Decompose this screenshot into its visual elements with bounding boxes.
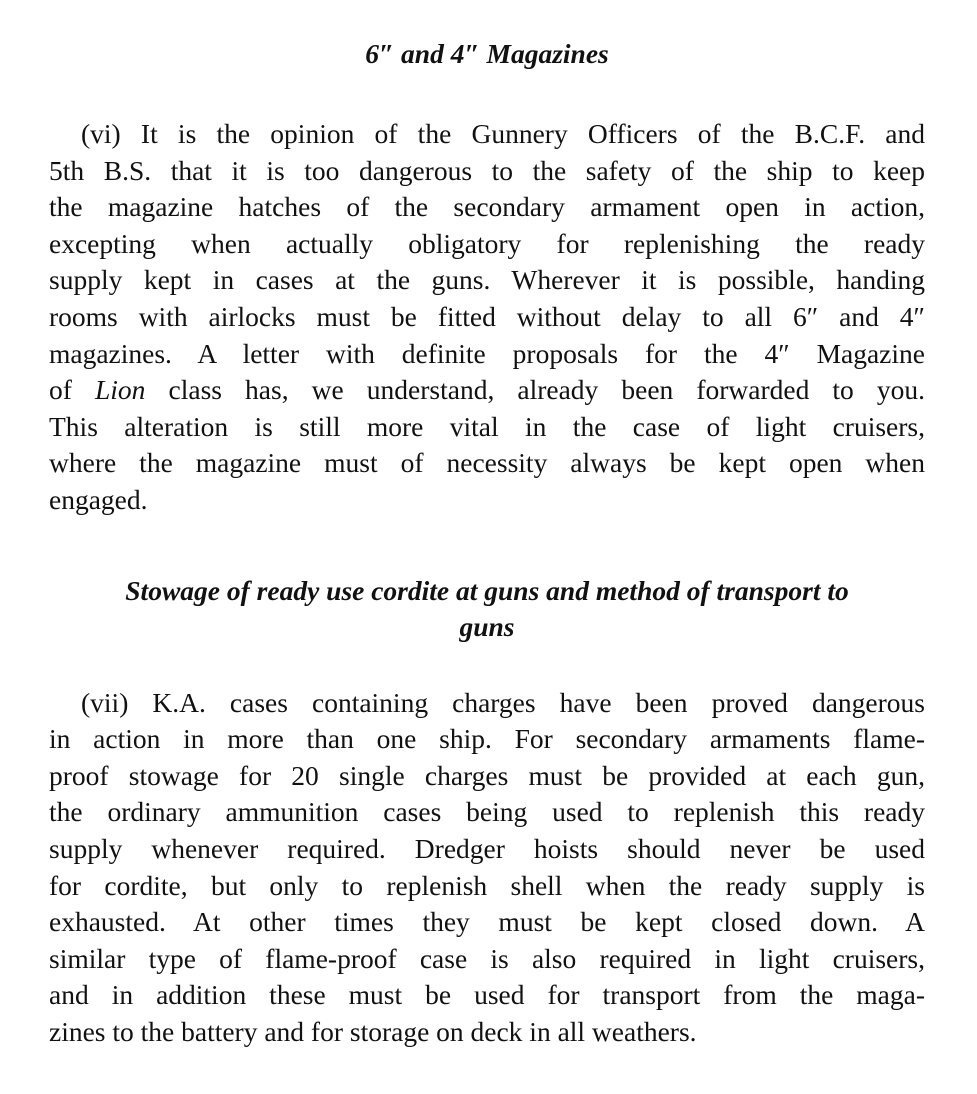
- paragraph-line: (vii) K.A. cases containing charges have been proved dangerous: [81, 686, 925, 718]
- paragraph-line: exhausted. At other times they must be kept closed down. A: [49, 906, 925, 938]
- paragraph-line: magazines. A letter with definite proposals for the 4″ Magazine: [49, 337, 925, 369]
- document-page: [49, 36, 925, 1050]
- paragraph-line: in action in more than one ship. For secondary armaments flame-: [49, 723, 925, 755]
- heading-line: guns: [459, 610, 515, 642]
- line-remainder: class has, we understand, already been forwarded to you.: [168, 374, 926, 406]
- paragraph-line: supply whenever required. Dredger hoists should never be used: [49, 832, 925, 864]
- paragraph-line: similar type of flame-proof case is also required in light cruisers,: [49, 942, 925, 974]
- paragraph-vii: [49, 685, 925, 1051]
- paragraph-line: engaged.: [49, 483, 148, 515]
- heading-line: Stowage of ready use cordite at guns and method of transport to: [125, 574, 849, 606]
- paragraph-vi: [49, 116, 925, 519]
- paragraph-line: for cordite, but only to replenish shell when the ready supply is: [49, 869, 925, 901]
- paragraph-line: and in addition these must be used for transport from the maga-: [49, 979, 925, 1011]
- paragraph-line: the magazine hatches of the secondary armament open in action,: [49, 191, 925, 223]
- paragraph-line: where the magazine must of necessity always be kept open when: [49, 447, 925, 479]
- section-heading-magazines: 6″ and 4″ Magazines: [365, 38, 609, 69]
- paragraph-line: supply kept in cases at the guns. Wherever it is possible, handing: [49, 264, 925, 296]
- paragraph-line: rooms with airlocks must be fitted without delay to all 6″ and 4″: [49, 300, 925, 332]
- section-heading-stowage: [49, 573, 925, 645]
- paragraph-line: 5th B.S. that it is too dangerous to the safety of the ship to keep: [49, 154, 925, 186]
- paragraph-line: proof stowage for 20 single charges must be provided at each gun,: [49, 759, 925, 791]
- paragraph-line: zines to the battery and for storage on deck in all weathers.: [49, 1015, 697, 1047]
- paragraph-line: [49, 372, 925, 409]
- paragraph-line: This alteration is still more vital in the case of light cruisers,: [49, 410, 925, 442]
- paragraph-line: (vi) It is the opinion of the Gunnery Officers of the B.C.F. and: [81, 118, 925, 149]
- ship-class-name: Lion: [95, 374, 146, 406]
- paragraph-line: excepting when actually obligatory for replenishing the ready: [49, 227, 925, 259]
- paragraph-line: the ordinary ammunition cases being used to replenish this ready: [49, 796, 925, 828]
- line-prefix: of: [49, 374, 72, 406]
